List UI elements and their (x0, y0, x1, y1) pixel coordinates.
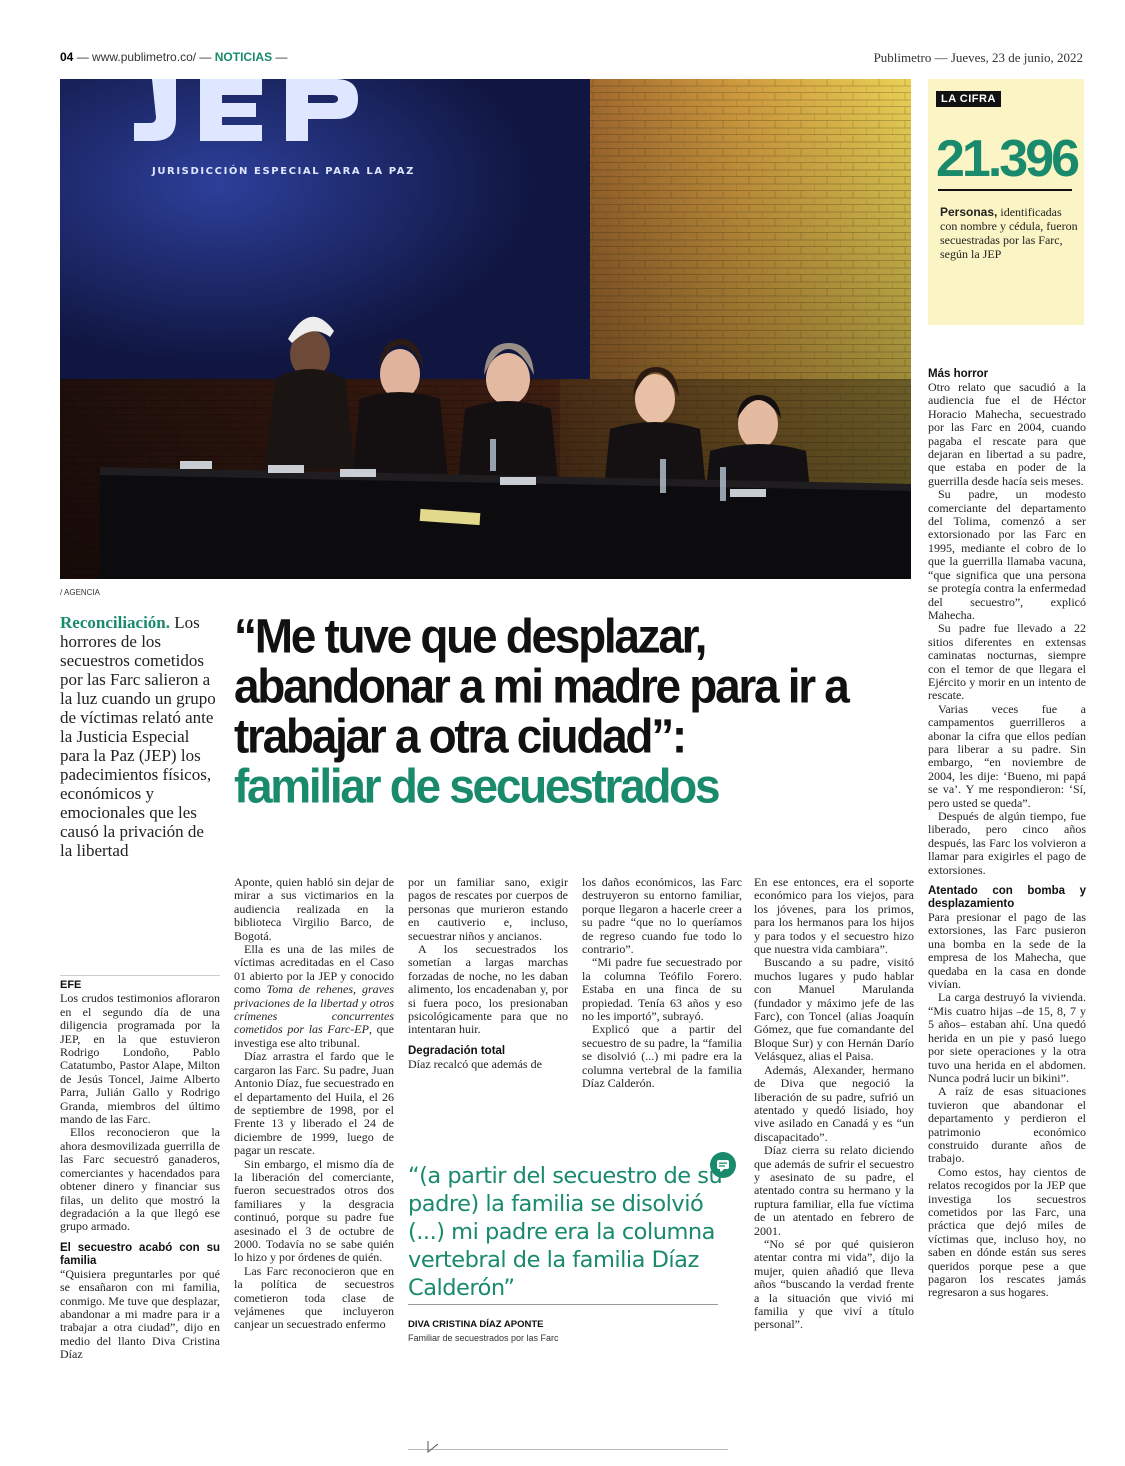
la-cifra-box (928, 79, 1084, 325)
case-outro: , que investiga ese alto tribunal. (234, 1022, 394, 1050)
la-cifra-body: identificadas con nombre y cédula, fueron secuestradas por las Farc, según la JEP (940, 205, 1078, 261)
pull-quote-text: “(a partir del secuestro de su padre) la familia se disolvió (...) mi padre era la columna vertebral de la familia Díaz Calderón” (408, 1163, 723, 1301)
article-deck (60, 613, 220, 860)
paragraph: los daños económicos, las Farc destruyeron su entorno familiar, porque llegaron a hacerle creer a su padre “que no lo queríamos de regreso cuando fue todo lo contrario”. (582, 875, 742, 957)
dateline: Publimetro — Jueves, 23 de junio, 2022 (873, 50, 1083, 65)
body-column-3 (408, 875, 568, 1071)
subheading: El secuestro acabó con su familia (60, 1241, 220, 1267)
deck-kicker: Reconciliación. (60, 613, 171, 632)
paragraph: Sin embargo, el mismo día de la liberación del comerciante, fueron secuestrados otros dos familiares y la desgracia continuó, porque su padre fue asesinado el 3 de octubre de 2000. Todavía no se sabe quién lo hizo y por órdenes de quién. (234, 1156, 394, 1265)
body-column-4 (582, 875, 742, 1091)
page-header-left (60, 50, 287, 64)
paragraph: En ese entonces, era el soporte económico para los viejos, para los jóvenes, para los primos, para los hermanos para los hijos y para todos y el secuestro hizo que nuestra vida cambiara”. (754, 875, 914, 957)
site-url[interactable]: — www.publimetro.co/ — (76, 50, 212, 64)
paragraph: Los crudos testimonios afloraron en el segundo día de una diligencia programada por la JEP, en la que estuvieron Rodrigo Londoño, Pablo Catatumbo, Pastor Alape, Milton de Jesús Toncel, Jaime Alberto Parra, Julián Gallo y Rodrigo Granda, miembros del último mando de las Farc. (60, 991, 220, 1127)
paragraph: Además, Alexander, hermano de Diva que negoció la liberación de su padre, sufrió un atentado y quedó lisiado, hoy vive asilado en Canadá y es “un discapacitado”. (754, 1062, 914, 1144)
paragraph: Para presionar el pago de las extorsiones, las Farc pusieron una bomba en la sede de la empresa de los Mahecha, que quedaba en la casa en donde vivían. (928, 910, 1086, 992)
la-cifra-lead: Personas, (940, 205, 998, 219)
paragraph: La carga destruyó la vivienda. “Mis cuatro hijas –de 15, 8, 7 y 5 años– estaban ahí. Una quedó herida en un pie y pasó luego por siete operaciones y la otra tuvo una herida en el abdomen. Nunca podrá lucir un bikini”. (928, 990, 1086, 1085)
paragraph: Díaz recalcó que además de (408, 1056, 542, 1071)
paragraph: A los secuestrados los sometían a largas marchas forzadas de noche, no les daban alimento, los encadenaban y, por si fuera poco, los presionaban psicológicamente para que no intentaran huir. (408, 942, 568, 1037)
la-cifra-text (940, 205, 1080, 261)
pull-quote-footer-rule (408, 1438, 728, 1450)
body-column-1 (60, 975, 220, 1455)
article-headline (234, 608, 914, 813)
subheading: Degradación total (408, 1044, 506, 1057)
paragraph: Otro relato que sacudió a la audiencia fue el de Héctor Horacio Mahecha, secuestrado por las Farc en 2004, cuando pagaba el rescate para que dejaran en libertad a su padre, que estaba en poder de la guerrilla desde hacía seis meses. (928, 380, 1086, 488)
paragraph: por un familiar sano, exigir pagos de rescates por cuerpos de personas que murieron estando en cautiverio e, incluso, secuestrar niños y ancianos. (408, 875, 568, 943)
byline: EFE (60, 975, 220, 992)
la-cifra-rule (938, 189, 1072, 191)
paragraph: Ellos reconocieron que la ahora desmovilizada guerrilla de las Farc secuestró ganaderos, comerciantes y hacendados para obtener dinero y financiar sus filas, un delito que mostró la degradación a la que llegó ese grupo armado. (60, 1125, 220, 1234)
paragraph: Buscando a su padre, visitó muchos lugares y pudo hablar con Manuel Marulanda (fundador y máximo jefe de las Farc), con Toncel (alias Joaquín Gómez, que fue comandante del Bloque Sur) y con Hernán Darío Velásquez, alias el Paisa. (754, 955, 914, 1064)
paragraph: Como estos, hay cientos de relatos recogidos por la JEP que investiga los secuestros cometidos por las Farc, una práctica que dejó miles de víctimas que, incluso hoy, no saben en dónde están sus seres queridos porque pese a que pagaron los rescates jamás regresaron a sus hogares. (928, 1164, 1086, 1300)
paragraph: Aponte, quien habló sin dejar de mirar a sus victimarios en la audiencia realizada en la biblioteca Virgilio Barco, de Bogotá. (234, 875, 394, 943)
subheading: Más horror (928, 368, 989, 380)
photo-credit: / AGENCIA (60, 588, 101, 597)
paragraph: Explicó que a partir del secuestro de su padre, la “familia se disolvió (...) mi padre era la columna vertebral de la familia Díaz Calderón. (582, 1022, 742, 1091)
pull-quote (408, 1152, 738, 1452)
case-intro: Ella es una de las miles de víctimas acreditadas en el Caso 01 abierto por la JEP y conocido como (234, 942, 394, 997)
paragraph: “Mi padre fue secuestrado por la columna Teófilo Forero. Estaba en una finca de su propiedad. Tenía 63 años y eso no les importó”, subrayó. (582, 955, 742, 1024)
banner-subtitle: JURISDICCIÓN ESPECIAL PARA LA PAZ (152, 166, 415, 177)
body-column-6 (928, 368, 1086, 1458)
paragraph: Las Farc reconocieron que en la política de secuestros cometieron toda clase de vejámenes que incluyeron canjear un secuestrado enfermo (234, 1263, 394, 1332)
paragraph: Después de algún tiempo, fue liberado, pero cinco años después, las Farc los volvieron a llamar para exigirles el pago de extorsiones. (928, 809, 1086, 877)
paragraph: A raíz de esas situaciones tuvieron que abandonar el departamento y perdieron el patrimonio económico construido durante años de trabajo. (928, 1084, 1086, 1166)
page-number: 04 (60, 50, 74, 64)
headline-accent: familiar de secuestrados (234, 758, 719, 813)
deck-text: Los horrores de los secuestros cometidos por las Farc salieron a la luz cuando un grupo de víctimas relató ante la Justicia Especial para la Paz (JEP) los padecimientos físicos, económicos y emocionales que les causó la privación de la libertad (60, 613, 216, 860)
paragraph (234, 943, 394, 1050)
paragraph: “No sé por qué quisieron atentar contra mi vida”, dijo la mujer, quien añadió que lleva años “buscando la verdad frente a la situación que vivió mi familia y que viví a título personal”. (754, 1236, 914, 1332)
subheading: Atentado con bomba y desplazamiento (928, 885, 1086, 911)
hearing-photo (60, 79, 911, 579)
la-cifra-number: 21.396 (936, 130, 1078, 188)
paragraph: “Quisiera preguntarles por qué se ensañaron con mi familia, conmigo. Me tuve que desplazar, abandonar a mi madre para ir a trabajar a otra ciudad”, dijo en medio del llanto Diva Cristina Díaz (60, 1266, 220, 1362)
la-cifra-tag: LA CIFRA (936, 91, 1001, 107)
body-column-5 (754, 876, 914, 1456)
body-column-2 (234, 876, 394, 1456)
section-label: NOTICIAS (214, 50, 273, 64)
section-dash: — (272, 50, 288, 64)
paragraph: Díaz arrastra el fardo que le cargaron las Farc. Su padre, Juan Antonio Díaz, fue secuestrado en el departamento del Huila, el 26 de septiembre de 1998, por el Frente 13 y liberado el 24 de diciembre de 1999, luego de pagar un rescate. (234, 1049, 394, 1158)
pull-quote-role: Familiar de secuestrados por las Farc (408, 1333, 559, 1343)
paragraph: Díaz cierra su relato diciendo que además de sufrir el secuestro y asesinato de su padre, el atentado contra su hermano y la ruptura familiar, ella fue víctima de un atentado en febrero de 2001. (754, 1143, 914, 1238)
paragraph: Su padre, un modesto comerciante del departamento del Tolima, comenzó a ser extorsionado por las Farc en 1995, mediante el cobro de lo que la guerrilla llamaba vacuna, “que significa que una persona se protegía contra la enfermedad del secuestro”, explicó Mahecha. (928, 487, 1086, 622)
paragraph: Varias veces fue a campamentos guerrilleros a abonar la cifra que ellos pedían para liberar a su padre. Sin embargo, “en noviembre de 2004, les dije: ‘Bueno, mi papá se va’. Y me respondieron: ‘Sí, pero usted se queda”. (928, 701, 1086, 810)
pull-quote-attribution: DIVA CRISTINA DÍAZ APONTE (408, 1319, 544, 1330)
headline-main: “Me tuve que desplazar, abandonar a mi madre para ir a trabajar a otra ciudad”: (234, 608, 848, 763)
pull-quote-rule (408, 1304, 718, 1305)
paragraph: Su padre fue llevado a 22 sitios diferentes en extensas caminatas nocturnas, siempre con el temor de que llegara el Ejército y morir en un intento de rescate. (928, 621, 1086, 703)
case-title: Toma de rehenes, graves privaciones de la libertad y otros crímenes concurrentes cometidos por las Farc-EP (234, 982, 394, 1037)
